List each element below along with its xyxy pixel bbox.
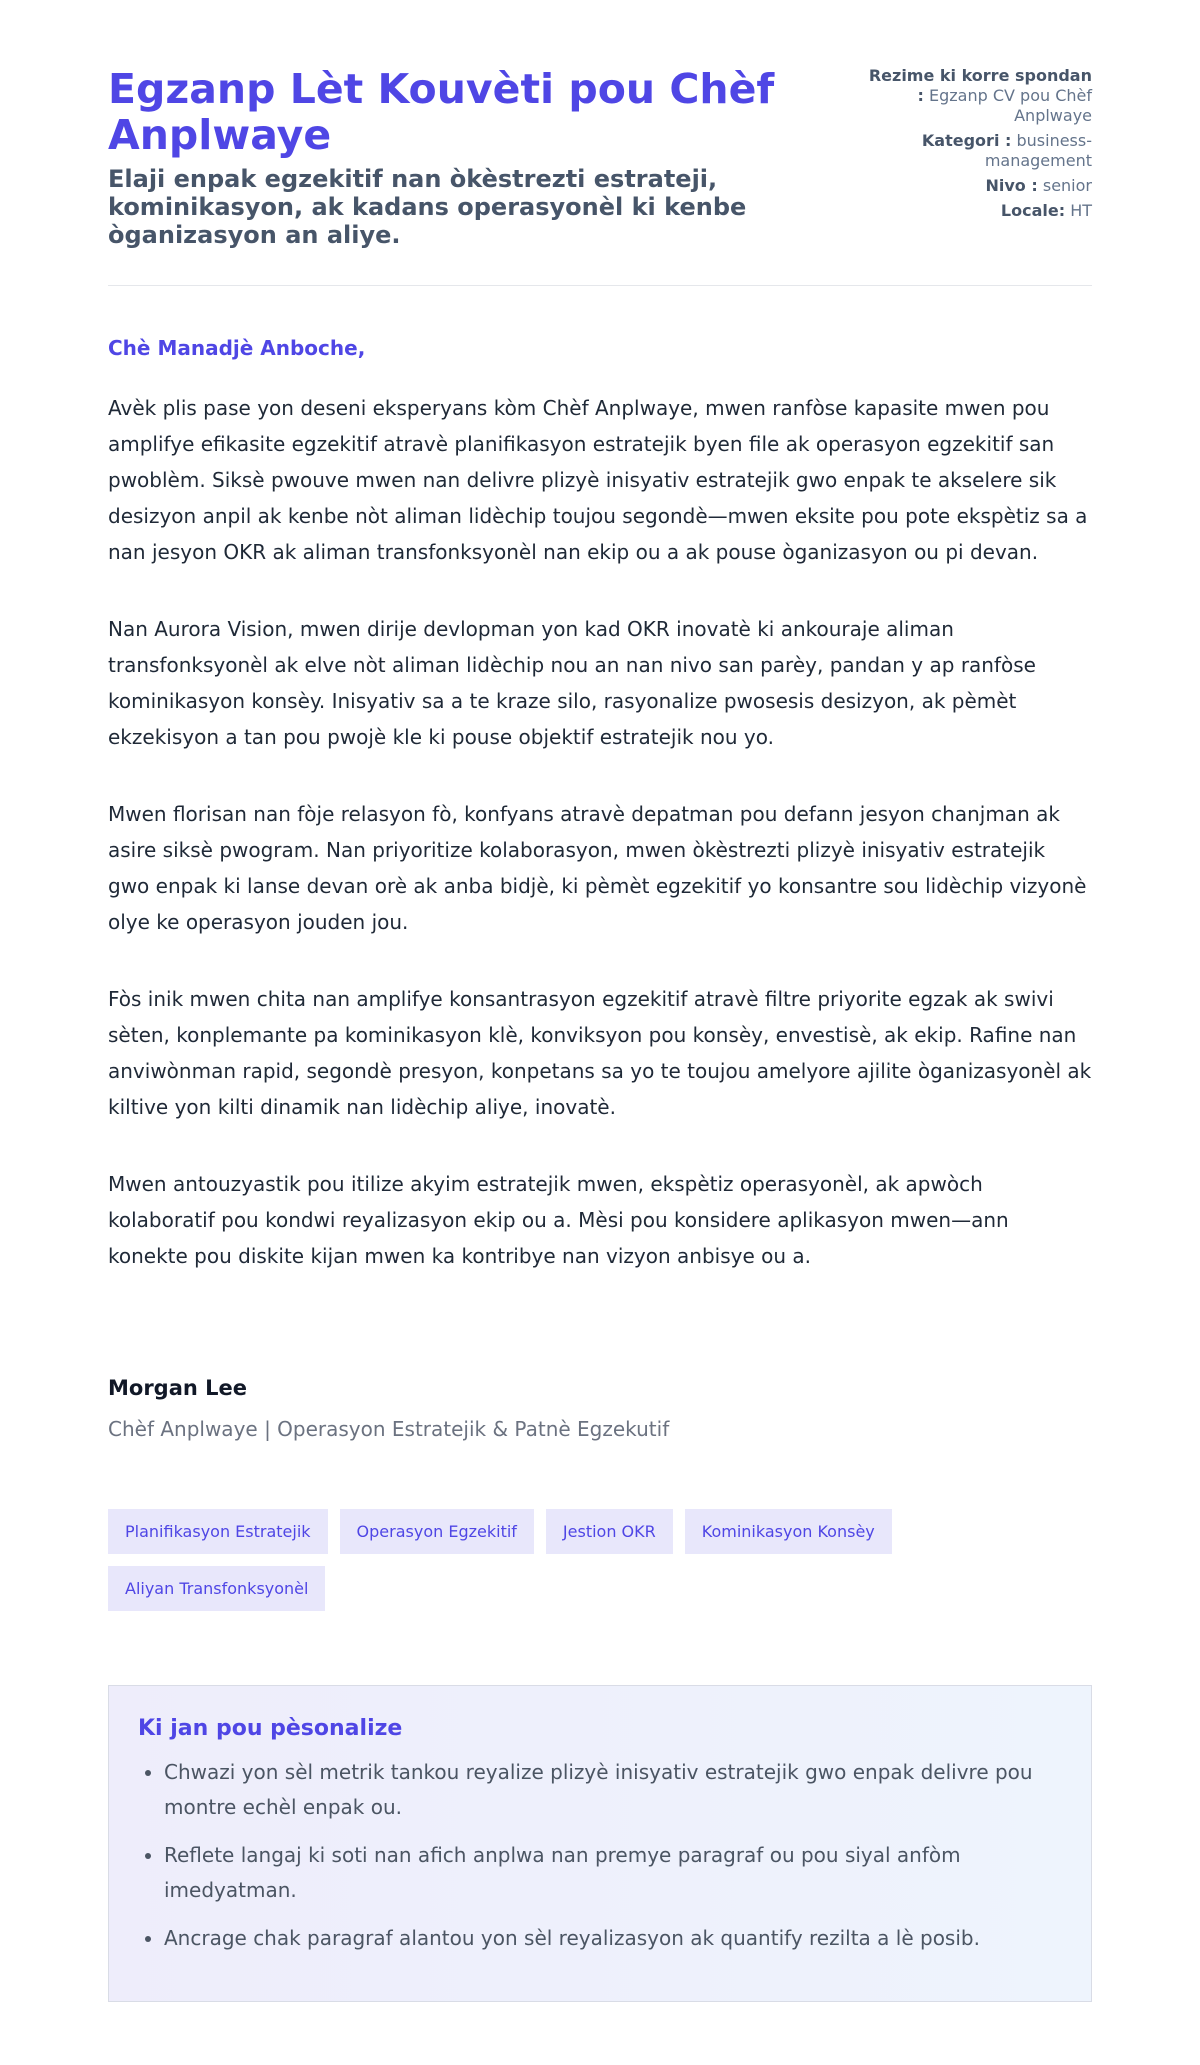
- page-title: Egzanp Lèt Kouvèti pou Chèf Anplwaye: [108, 65, 775, 159]
- letter-paragraph: Avèk plis pase yon deseni eksperyans kòm Chèf Anplwaye, mwen ranfòse kapasite mwen pou amplifye efikasite egzekitif atravè planifikasyon estratejik byen file ak operasyon egzekitif san pwoblèm. Siksè pwouve mwen nan delivre plizyè inisyativ estratejik gwo enpak te akselere sik desizyon anpil ak kenbe nòt aliman lidèchip toujou segondè—mwen eksite pou pote ekspètiz sa a nan jesyon OKR ak aliman transfonksyonèl nan ekip ou a ak pouse òganizasyon ou pi devan.: [108, 396, 1088, 564]
- signature-block: [108, 1376, 669, 1441]
- meta-resume-key: Rezime ki korre spondan :: [868, 66, 1092, 105]
- tips-list: [138, 1755, 1062, 1956]
- meta-category: [862, 131, 1092, 171]
- skill-tag: Planifikasyon Estratejik: [108, 1509, 328, 1554]
- meta-category-key: Kategori :: [921, 131, 1012, 150]
- meta-category-value: business-management: [984, 131, 1092, 170]
- skill-tags: [108, 1509, 1092, 1611]
- meta-locale-value: HT: [1070, 201, 1092, 220]
- tip-item: • Chwazi yon sèl metrik tankou reyalize plizyè inisyativ estratejik gwo enpak delivre pou montre echèl enpak ou.: [164, 1755, 1062, 1825]
- meta-locale: [862, 201, 1092, 221]
- signature-name: Morgan Lee: [108, 1376, 248, 1400]
- letter-paragraph: Mwen antouzyastik pou itilize akyim estratejik mwen, ekspètiz operasyonèl, ak apwòch kolaboratif pou kondwi reyalizasyon ekip ou a. Mèsi pou konsidere aplikasyon mwen—ann konekte pou diskite kijan mwen ka kontribye nan vizyon anbisye ou a.: [108, 1172, 1009, 1268]
- header-divider: [108, 285, 1092, 286]
- tip-item: • Ancrage chak paragraf alantou yon sèl reyalizasyon ak quantify rezilta a lè posib.: [164, 1921, 1062, 1956]
- letter-paragraph: Fòs inik mwen chita nan amplifye konsantrasyon egzekitif atravè filtre priyorite egzak ak swivi sèten, konplemante pa kominikasyon klè, konviksyon pou konsèy, envestisè, ak ekip. Rafine nan anviwònman rapid, segondè presyon, konpetans sa yo te toujou amelyore ajilite òganizasyonèl ak kiltive yon kilti dinamik nan lidèchip aliye, inovatè.: [108, 987, 1092, 1119]
- page-header: [108, 0, 1092, 249]
- meta-locale-key: Locale:: [1000, 201, 1066, 220]
- letter-paragraph: Nan Aurora Vision, mwen dirije devlopman yon kad OKR inovatè ki ankouraje aliman transfonksyonèl ak elve nòt aliman lidèchip nou an nan nivo san parèy, pandan y ap ranfòse kominikasyon konsèy. Inisyativ sa a te kraze silo, rasyonalize pwosesis desizyon, ak pèmèt ekzekisyon a tan pou pwojè kle ki pouse objektif estratejik nou yo.: [108, 617, 1036, 749]
- meta-panel: [862, 66, 1092, 226]
- skill-tag: Operasyon Egzekitif: [340, 1509, 534, 1554]
- letter-paragraph: Mwen florisan nan fòje relasyon fò, konfyans atravè depatman pou defann jesyon chanjman ak asire siksè pwogram. Nan priyoritize kolaborasyon, mwen òkèstrezti plizyè inisyativ estratejik gwo enpak ki lanse devan orè ak anba bidjè, ki pèmèt egzekitif yo konsantre sou lidèchip vizyonè olye ke operasyon jouden jou.: [108, 802, 1087, 934]
- page-subtitle: Elaji enpak egzekitif nan òkèstrezti estrateji, kominikasyon, ak kadans operasyonèl ki kenbe òganizasyon an aliye.: [108, 165, 747, 249]
- meta-level-value: senior: [1042, 176, 1092, 195]
- signature-role: Chèf Anplwaye | Operasyon Estratejik & Patnè Egzekutif: [108, 1417, 670, 1441]
- meta-resume: [862, 66, 1092, 126]
- tips-title: Ki jan pou pèsonalize: [138, 1716, 403, 1741]
- meta-level-key: Nivo :: [985, 176, 1038, 195]
- meta-resume-value[interactable]: Egzanp CV pou Chèf Anplwaye: [928, 86, 1092, 125]
- skill-tag: Kominikasyon Konsèy: [685, 1509, 892, 1554]
- letter-salutation: Chè Manadjè Anboche,: [108, 336, 366, 360]
- letter-body: [108, 390, 1092, 1315]
- tip-item: • Reflete langaj ki soti nan afich anplwa nan premye paragraf ou pou siyal anfòm imedyatman.: [164, 1838, 1062, 1908]
- skill-tag: Jestion OKR: [546, 1509, 673, 1554]
- skill-tag: Aliyan Transfonksyonèl: [108, 1566, 325, 1611]
- meta-level: [862, 176, 1092, 196]
- customize-tips-box: [108, 1685, 1092, 2002]
